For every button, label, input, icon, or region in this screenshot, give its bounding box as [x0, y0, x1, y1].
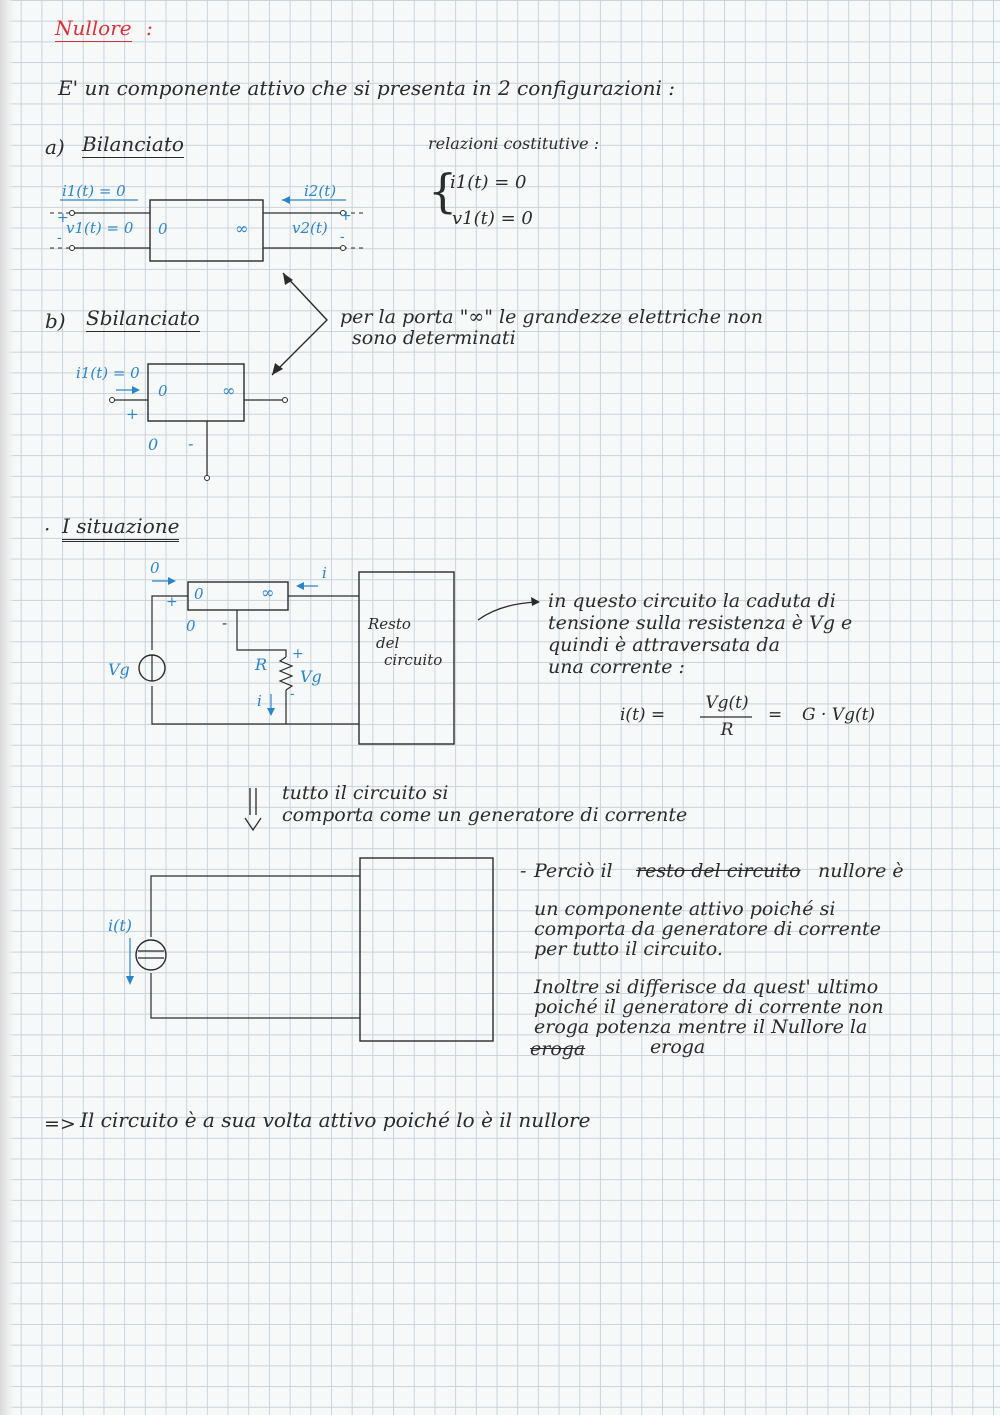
c1-port-out: ∞	[261, 583, 275, 602]
conclusion-line2: un componente attivo poiché si	[534, 898, 836, 920]
diag-b-minus: -	[188, 434, 194, 453]
situation-title: I situazione	[62, 514, 179, 542]
relations-brace: {	[428, 164, 458, 218]
port-note-line1: per la porta "∞" le grandezze elettriche non	[340, 306, 763, 328]
relation-eq2: v1(t) = 0	[452, 208, 533, 229]
diag-a-v1: v1(t) = 0	[66, 219, 134, 237]
conclusion-perc: Perciò il	[534, 860, 613, 882]
conclusion-line7: eroga potenza mentre il Nullore la	[534, 1016, 868, 1038]
config-b-marker: b)	[45, 309, 66, 333]
c2-source-label: i(t)	[108, 916, 133, 935]
page-title: Nullore	[55, 16, 132, 40]
diag-a-i2: i2(t)	[304, 182, 337, 200]
c1-plus: +	[166, 594, 178, 610]
c1-port-in: 0	[194, 585, 204, 603]
c1-rest-line2: del	[376, 634, 400, 652]
conclusion-after-strike: nullore è	[818, 860, 904, 882]
formula-den: R	[720, 720, 734, 740]
c1-minus: -	[222, 614, 228, 632]
c1-vg-r: Vg	[300, 667, 322, 686]
port-note-line2: sono determinati	[352, 327, 516, 349]
current-source	[136, 940, 166, 970]
diag-a-port-out: ∞	[235, 219, 249, 238]
formula-lhs: i(t) =	[620, 705, 666, 725]
final-text: Il circuito è a sua volta attivo poiché lo è il nullore	[80, 1108, 591, 1132]
diag-b-i1: i1(t) = 0	[76, 364, 140, 382]
config-a-marker: a)	[45, 135, 65, 159]
c1-rest-line1: Resto	[368, 615, 411, 633]
conclusion-line6: poiché il generatore di corrente non	[534, 996, 884, 1018]
formula-num: Vg(t)	[705, 693, 749, 713]
diag-b-zero: 0	[148, 435, 159, 454]
c1-i-down: i	[257, 692, 262, 710]
relation-eq1: i1(t) = 0	[450, 172, 527, 193]
conclusion-struck-eroga: eroga	[530, 1038, 586, 1060]
c1-minus-r: -	[290, 686, 295, 702]
c1-vg: Vg	[108, 660, 130, 679]
conclusion-line8: eroga	[650, 1036, 706, 1058]
config-a-name: Bilanciato	[82, 132, 184, 156]
c1-current-top: 0	[150, 559, 160, 577]
config-b-name: Sbilanciato	[86, 306, 200, 330]
diag-a-minus-left: -	[57, 230, 62, 246]
conclusion-dash: -	[520, 860, 527, 882]
diag-a-minus-right: -	[340, 229, 345, 245]
diag-a-port-in: 0	[158, 220, 168, 238]
implies-line1: tutto il circuito si	[282, 782, 449, 804]
diag-b-port-out: ∞	[222, 381, 236, 400]
formula-eq: =	[768, 705, 783, 725]
c1-zero: 0	[186, 617, 196, 635]
conclusion-struck: resto del circuito	[636, 860, 801, 882]
final-arrow: =>	[44, 1113, 76, 1135]
diag-a-plus-left: +	[57, 210, 69, 226]
c1-i-label: i	[322, 564, 327, 582]
implies-line2: comporta come un generatore di corrente	[282, 804, 688, 826]
diag-a-v2: v2(t)	[292, 219, 328, 237]
title-colon: :	[146, 16, 153, 40]
intro-text: E' un componente attivo che si presenta in 2 configurazioni :	[58, 76, 676, 100]
conclusion-line3: comporta da generatore di corrente	[534, 918, 881, 940]
diag-b-plus: +	[126, 405, 139, 423]
c1-r: R	[255, 655, 268, 674]
conclusion-line5: Inoltre si differisce da quest' ultimo	[534, 976, 879, 998]
diag-a-i1: i1(t) = 0	[62, 182, 126, 200]
diag-b-port-in: 0	[158, 382, 168, 400]
explanation-line2: tensione sulla resistenza è Vg e	[548, 612, 853, 634]
diag-a-plus-right: +	[340, 208, 352, 224]
relations-heading: relazioni costitutive :	[428, 134, 600, 153]
situation-bullet: ·	[44, 517, 51, 541]
formula-rhs: G · Vg(t)	[802, 705, 876, 725]
c1-plus-r: +	[292, 646, 304, 662]
explanation-line3: quindi è attraversata da	[548, 634, 780, 656]
explanation-line1: in questo circuito la caduta di	[548, 590, 836, 612]
rest-of-circuit-box-2	[360, 858, 493, 1041]
conclusion-line4: per tutto il circuito.	[534, 938, 723, 960]
c1-rest-line3: circuito	[384, 651, 443, 669]
explanation-line4: una corrente :	[548, 656, 685, 678]
